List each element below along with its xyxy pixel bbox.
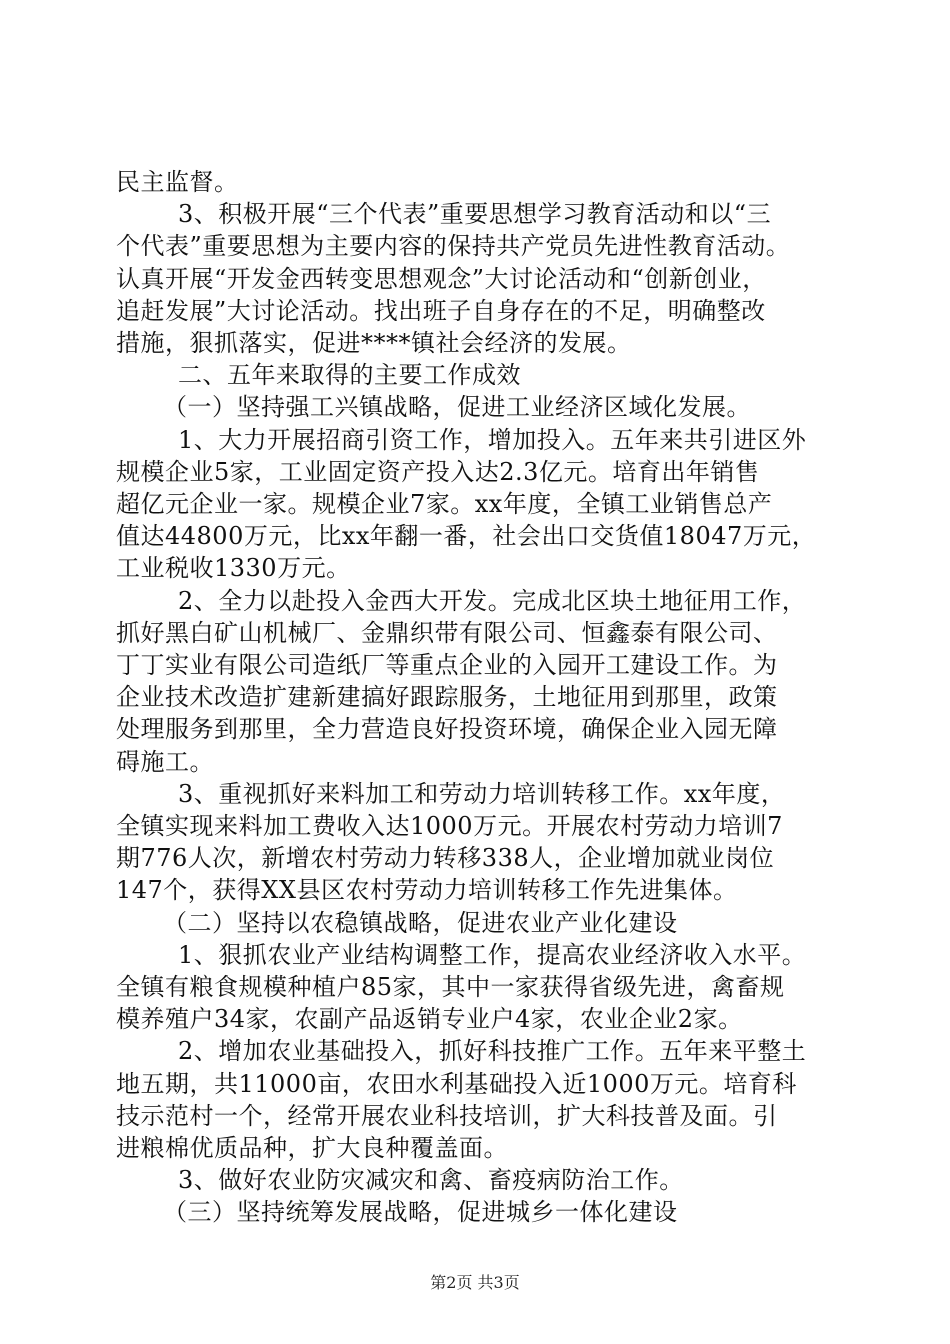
text-line: 1、狠抓农业产业结构调整工作，提高农业经济收入水平。 xyxy=(178,941,807,969)
text-line: 期776人次，新增农村劳动力转移338人，企业增加就业岗位 xyxy=(116,844,775,872)
text-line: 规模企业5家，工业固定资产投入达2.3亿元。培育出年销售 xyxy=(116,458,760,486)
text-line: 进粮棉优质品种，扩大良种覆盖面。 xyxy=(116,1134,508,1162)
section-heading: 二、五年来取得的主要工作成效 xyxy=(178,361,521,389)
text-line: 处理服务到那里，全力营造良好投资环境，确保企业入园无障 xyxy=(116,715,778,743)
text-line: 工业税收1330万元。 xyxy=(116,554,351,582)
text-line: 3、重视抓好来料加工和劳动力培训转移工作。xx年度， xyxy=(178,780,786,808)
text-line: 147个，获得XX县区农村劳动力培训转移工作先进集体。 xyxy=(116,876,738,904)
text-line: 民主监督。 xyxy=(116,168,239,196)
text-line: 2、全力以赴投入金西大开发。完成北区块土地征用工作， xyxy=(178,587,807,615)
text-line: 3、做好农业防灾减灾和禽、畜疫病防治工作。 xyxy=(178,1166,684,1194)
page-footer: 第2页 共3页 xyxy=(430,1273,520,1292)
text-line: 企业技术改造扩建新建搞好跟踪服务，土地征用到那里，政策 xyxy=(116,683,778,711)
text-line: 追赶发展”大讨论活动。找出班子自身存在的不足，明确整改 xyxy=(116,297,766,325)
text-line: 3、积极开展“三个代表”重要思想学习教育活动和以“三 xyxy=(178,200,772,228)
text-line: 碍施工。 xyxy=(116,748,214,776)
text-line: 全镇有粮食规模种植户85家，其中一家获得省级先进，禽畜规 xyxy=(116,973,785,1001)
text-line: 丁丁实业有限公司造纸厂等重点企业的入园开工建设工作。为 xyxy=(116,651,778,679)
text-line: 模养殖户34家，农副产品返销专业户4家，农业企业2家。 xyxy=(116,1005,743,1033)
subsection-heading: （一）坚持强工兴镇战略，促进工业经济区域化发展。 xyxy=(163,393,751,421)
text-line: 1、大力开展招商引资工作，增加投入。五年来共引进区外 xyxy=(178,426,807,454)
text-line: 地五期，共11000亩，农田水利基础投入近1000万元。培育科 xyxy=(116,1070,797,1098)
text-line: 技示范村一个，经常开展农业科技培训，扩大科技普及面。引 xyxy=(116,1102,778,1130)
text-line: 个代表”重要思想为主要内容的保持共产党员先进性教育活动。 xyxy=(116,232,791,260)
text-line: 全镇实现来料加工费收入达1000万元。开展农村劳动力培训7 xyxy=(116,812,783,840)
text-line: 措施，狠抓落实，促进****镇社会经济的发展。 xyxy=(116,329,632,357)
text-line: 值达44800万元，比xx年翻一番，社会出口交货值18047万元， xyxy=(116,522,817,550)
text-line: 超亿元企业一家。规模企业7家。xx年度，全镇工业销售总产 xyxy=(116,490,773,518)
text-line: 认真开展“开发金西转变思想观念”大讨论活动和“创新创业， xyxy=(116,265,767,293)
subsection-heading: （二）坚持以农稳镇战略，促进农业产业化建设 xyxy=(163,909,678,937)
text-line: 2、增加农业基础投入，抓好科技推广工作。五年来平整土 xyxy=(178,1037,807,1065)
subsection-heading: （三）坚持统筹发展战略，促进城乡一体化建设 xyxy=(163,1198,678,1226)
text-line: 抓好黑白矿山机械厂、金鼎织带有限公司、恒鑫泰有限公司、 xyxy=(116,619,778,647)
